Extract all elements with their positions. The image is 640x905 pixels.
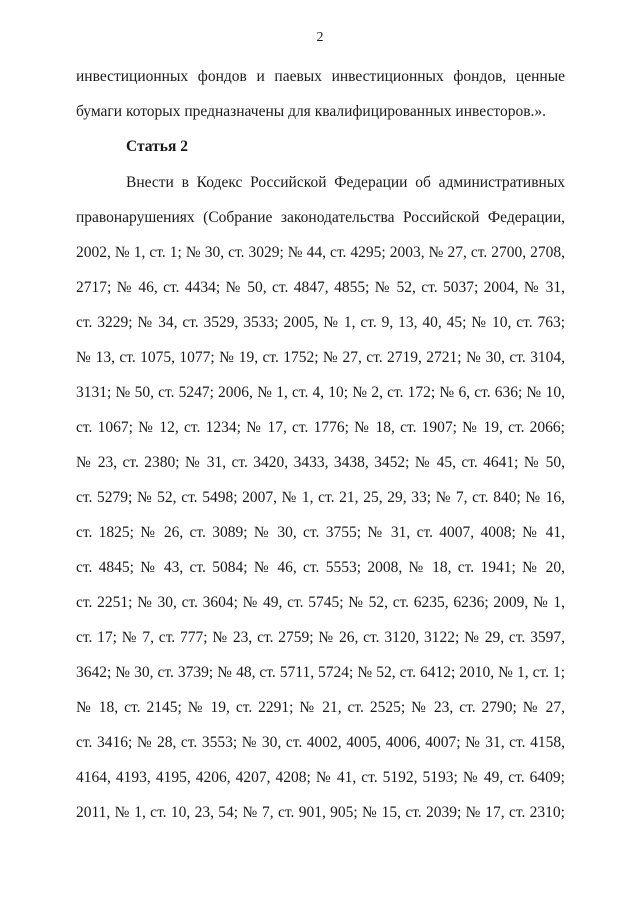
text-line: 4164, 4193, 4195, 4206, 4207, 4208; № 41, ст. 5192, 5193; № 49, ст. 6409; <box>76 769 565 786</box>
text-line: ст. 3416; № 28, ст. 3553; № 30, ст. 4002, 4005, 4006, 4007; № 31, ст. 4158, <box>76 734 565 751</box>
text-line: ст. 1825; № 26, ст. 3089; № 30, ст. 3755; № 31, ст. 4007, 4008; № 41, <box>76 524 565 541</box>
text-line: бумаги которых предназначены для квалифицированных инвесторов.». <box>76 103 547 120</box>
text-line: ст. 2251; № 30, ст. 3604; № 49, ст. 5745; № 52, ст. 6235, 6236; 2009, № 1, <box>76 594 565 611</box>
text-line: ст. 4845; № 43, ст. 5084; № 46, ст. 5553; 2008, № 18, ст. 1941; № 20, <box>76 559 565 576</box>
text-line: Внести в Кодекс Российской Федерации об административных <box>126 174 565 191</box>
text-line: 2717; № 46, ст. 4434; № 50, ст. 4847, 4855; № 52, ст. 5037; 2004, № 31, <box>76 279 565 296</box>
text-line: № 13, ст. 1075, 1077; № 19, ст. 1752; № 27, ст. 2719, 2721; № 30, ст. 3104, <box>76 349 565 366</box>
text-line: правонарушениях (Собрание законодательства Российской Федерации, <box>76 209 565 226</box>
text-line: № 23, ст. 2380; № 31, ст. 3420, 3433, 3438, 3452; № 45, ст. 4641; № 50, <box>76 454 565 471</box>
text-line: ст. 17; № 7, ст. 777; № 23, ст. 2759; № 26, ст. 3120, 3122; № 29, ст. 3597, <box>76 629 565 646</box>
text-line: ст. 1067; № 12, ст. 1234; № 17, ст. 1776; № 18, ст. 1907; № 19, ст. 2066; <box>76 419 565 436</box>
page-number: 2 <box>316 30 324 45</box>
text-line: ст. 5279; № 52, ст. 5498; 2007, № 1, ст. 21, 25, 29, 33; № 7, ст. 840; № 16, <box>76 489 565 506</box>
article-heading: Статья 2 <box>126 138 188 155</box>
text-line: 2011, № 1, ст. 10, 23, 54; № 7, ст. 901, 905; № 15, ст. 2039; № 17, ст. 2310; <box>76 804 565 821</box>
text-line: 2002, № 1, ст. 1; № 30, ст. 3029; № 44, ст. 4295; 2003, № 27, ст. 2700, 2708, <box>76 244 565 261</box>
text-line: инвестиционных фондов и паевых инвестиционных фондов, ценные <box>76 68 565 85</box>
text-line: 3131; № 50, ст. 5247; 2006, № 1, ст. 4, 10; № 2, ст. 172; № 6, ст. 636; № 10, <box>76 384 565 401</box>
text-line: № 18, ст. 2145; № 19, ст. 2291; № 21, ст. 2525; № 23, ст. 2790; № 27, <box>76 699 565 716</box>
text-line: ст. 3229; № 34, ст. 3529, 3533; 2005, № 1, ст. 9, 13, 40, 45; № 10, ст. 763; <box>76 314 565 331</box>
text-line: 3642; № 30, ст. 3739; № 48, ст. 5711, 5724; № 52, ст. 6412; 2010, № 1, ст. 1; <box>76 664 565 681</box>
